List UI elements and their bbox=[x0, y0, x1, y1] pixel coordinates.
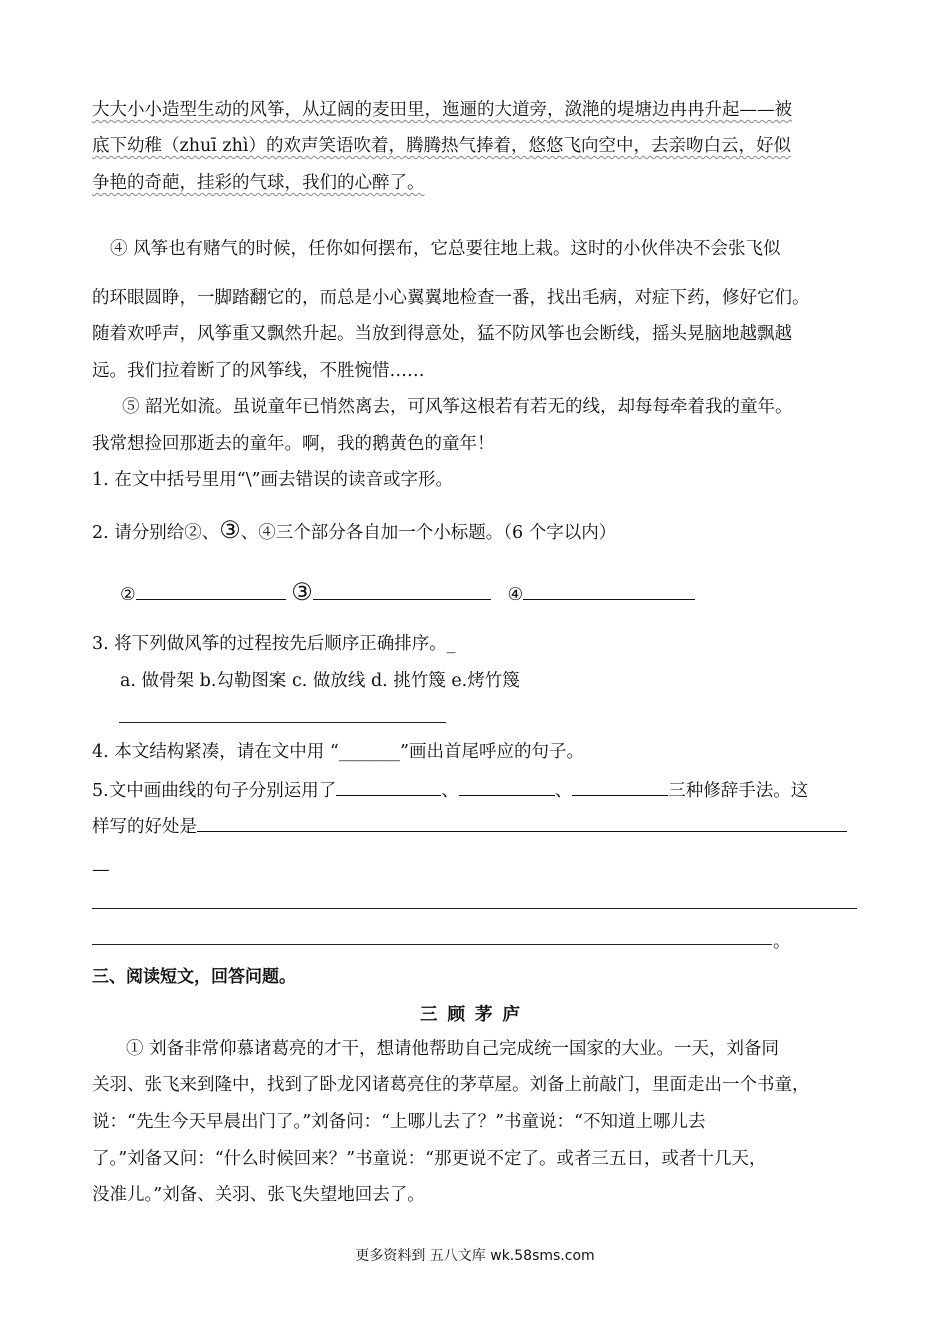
q5-answer-line-2[interactable] bbox=[92, 908, 857, 909]
passage-p4-line1: ④ 风筝也有赌气的时候，任你如何摆布，它总要往地上栽。这时的小伙伴决不会张飞似 bbox=[110, 239, 781, 259]
question-2-prefix: 2. 请分别给②、 bbox=[92, 523, 220, 543]
q3-answer-line[interactable] bbox=[119, 722, 446, 723]
question-1: 1. 在文中括号里用“\”画去错误的读音或字形。 bbox=[92, 470, 454, 490]
section-3-heading: 三、阅读短文，回答问题。 bbox=[92, 967, 296, 987]
question-5-suffix: 三种修辞手法。这 bbox=[668, 781, 809, 801]
passage-p4-line4: 远。我们拉着断了的风筝线，不胜惋惜…… bbox=[92, 361, 425, 381]
article-line3: 说：“先生今天早晨出门了。”刘备问：“上哪儿去了？”书童说：“不知道上哪儿去 bbox=[92, 1112, 706, 1132]
q2-blank-3[interactable] bbox=[313, 581, 491, 600]
article-line5: 没准儿。”刘备、关羽、张飞失望地回去了。 bbox=[92, 1185, 425, 1205]
article-title: 三顾茅庐 bbox=[420, 1005, 530, 1025]
article-line4: 了。”刘备又问：“什么时候回来？”书童说：“那更说不定了。或者三五日，或者十几天， bbox=[92, 1149, 767, 1169]
q5-dash: — bbox=[92, 860, 110, 880]
passage-p3-line3: 争艳的奇葩，挂彩的气球，我们的心醉了。 bbox=[92, 173, 425, 193]
passage-p3-line1: 大大小小造型生动的风筝，从辽阔的麦田里，迤逦的大道旁，潋滟的堤塘边冉冉升起——被 bbox=[92, 100, 792, 120]
passage-p3-line2: 底下幼稚（zhuī zhì）的欢声笑语吹着，腾腾热气捧着，悠悠飞向空中，去亲吻白云，好似 bbox=[92, 136, 792, 156]
passage-p5-line1: ⑤ 韶光如流。虽说童年已悄然离去，可风筝这根若有若无的线，却每每牵着我的童年。 bbox=[122, 397, 793, 417]
q2-blank-2[interactable] bbox=[136, 581, 286, 600]
q2-label-3: ③ bbox=[291, 578, 313, 606]
question-5-line2 bbox=[92, 813, 847, 839]
article-line2: 关羽、张飞来到隆中，找到了卧龙冈诸葛亮住的茅草屋。刘备上前敲门，里面走出一个书童， bbox=[92, 1075, 810, 1095]
q5-blank-3[interactable] bbox=[572, 777, 668, 796]
q5-answer-line-3[interactable] bbox=[92, 944, 772, 945]
footer-watermark: 更多资料到 五八文库 wk.58sms.com bbox=[355, 1248, 595, 1264]
q2-label-2: ② bbox=[120, 585, 136, 605]
passage-p4-line3: 随着欢呼声，风筝重又飘然升起。当放到得意处，猛不防风筝也会断线，摇头晃脑地越飘越 bbox=[92, 324, 792, 344]
question-4: 4. 本文结构紧凑，请在文中用 “_______”画出首尾呼应的句子。 bbox=[92, 742, 584, 762]
q5-blank-benefit[interactable] bbox=[197, 813, 847, 832]
question-5 bbox=[92, 777, 808, 803]
question-3-options: a. 做骨架 b.勾勒图案 c. 做放线 d. 挑竹篾 e.烤竹篾 bbox=[120, 671, 520, 691]
question-2-suffix: 、④三个部分各自加一个小标题。（6 个字以内） bbox=[240, 523, 617, 543]
q5-period: 。 bbox=[773, 932, 791, 952]
q5-blank-2[interactable] bbox=[459, 777, 555, 796]
q5-sep-2: 、 bbox=[554, 781, 573, 801]
q2-label-4: ④ bbox=[507, 585, 524, 605]
passage-p4-line2: 的环眼圆睁，一脚踏翻它的，而总是小心翼翼地检查一番，找出毛病，对症下药，修好它们。 bbox=[92, 288, 810, 308]
article-line1: ① 刘备非常仰慕诸葛亮的才干，想请他帮助自己完成统一国家的大业。一天，刘备同 bbox=[126, 1039, 780, 1059]
question-5-prefix: 5.文中画曲线的句子分别运用了 bbox=[92, 781, 337, 801]
q2-blank-4[interactable] bbox=[523, 581, 695, 600]
question-5-benefit-label: 样写的好处是 bbox=[92, 817, 197, 837]
question-2-answers bbox=[120, 580, 695, 607]
question-2 bbox=[92, 518, 616, 545]
question-3: 3. 将下列做风筝的过程按先后顺序正确排序。_ bbox=[92, 634, 456, 654]
passage-p5-line2: 我常想捡回那逝去的童年。啊，我的鹅黄色的童年！ bbox=[92, 434, 495, 454]
q5-blank-1[interactable] bbox=[336, 777, 441, 796]
circled-three: ③ bbox=[219, 516, 241, 544]
q5-sep-1: 、 bbox=[441, 781, 459, 801]
